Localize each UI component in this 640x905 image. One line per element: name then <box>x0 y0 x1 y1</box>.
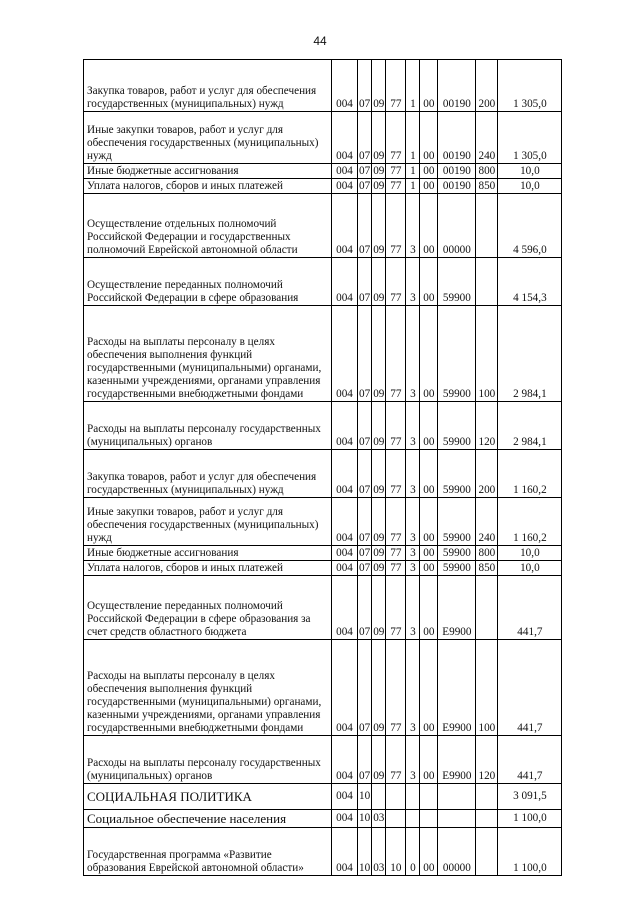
row-name: Иные бюджетные ассигнования <box>84 546 332 561</box>
section-code: 07 <box>359 165 371 177</box>
row-name: Иные закупки товаров, работ и услуг для обеспечения государственных (муниципальных) нужд <box>84 498 332 546</box>
table-row <box>84 640 562 736</box>
ministry-code: 004 <box>332 194 358 258</box>
row-name: Расходы на выплаты персоналу в целях обеспечения выполнения функций государственными (муниципальными) органами, казенными учреждениями, органами управления государственными внебюджетными фондами <box>84 640 332 736</box>
row-name: Осуществление переданных полномочий Российской Федерации в сфере образования <box>84 258 332 306</box>
table-row <box>84 164 562 179</box>
ministry-code: 004 <box>332 828 358 876</box>
table-row <box>84 450 562 498</box>
target-code: 00190 <box>438 179 476 194</box>
direction-code: 00 <box>420 576 438 640</box>
table-row <box>84 498 562 546</box>
subsection-code: 09 <box>372 640 386 736</box>
subprogram-code: 1 <box>406 164 420 179</box>
subprogram-code: 3 <box>406 546 420 561</box>
row-name: Социальное обеспечение населения <box>84 810 332 828</box>
expense-type-code: 850 <box>476 179 498 194</box>
table-row <box>84 736 562 784</box>
expense-type-code: 100 <box>476 640 498 736</box>
amount: 1 305,0 <box>498 112 562 164</box>
table-row <box>84 258 562 306</box>
program-code: 77 <box>386 179 406 194</box>
direction-code: 00 <box>420 828 438 876</box>
target-code: 00000 <box>438 828 476 876</box>
row-name: Расходы на выплаты персоналу в целях обеспечения выполнения функций государственными (муниципальными) органами, казенными учреждениями, органами управления государственными внебюджетными фондами <box>84 306 332 402</box>
target-code: 00000 <box>438 194 476 258</box>
section-code: 07 <box>358 450 372 498</box>
expense-type-code <box>476 194 498 258</box>
expense-type-code: 120 <box>476 402 498 450</box>
subsection-code: 09 <box>372 306 386 402</box>
target-code: E9900 <box>438 736 476 784</box>
row-name: Иные закупки товаров, работ и услуг для обеспечения государственных (муниципальных) нужд <box>84 112 332 164</box>
direction-code: 00 <box>420 258 438 306</box>
program-code: 77 <box>386 60 406 112</box>
direction-code: 00 <box>420 306 438 402</box>
table-row <box>84 828 562 876</box>
direction-code: 00 <box>420 179 438 194</box>
program-code <box>386 784 406 810</box>
ministry-code: 004 <box>332 258 358 306</box>
row-name: Иные бюджетные ассигнования <box>84 164 332 179</box>
section-code: 10 <box>358 810 372 828</box>
subsection-code: 03 <box>372 828 386 876</box>
expense-type-code: 800 <box>476 164 498 179</box>
program-code: 77 <box>386 112 406 164</box>
target-code: 59900 <box>438 258 476 306</box>
section-code: 07 <box>359 180 371 192</box>
row-name: СОЦИАЛЬНАЯ ПОЛИТИКА <box>84 784 332 810</box>
target-code: 00190 <box>438 112 476 164</box>
ministry-code: 004 <box>332 576 358 640</box>
row-name: Расходы на выплаты персоналу государственных (муниципальных) органов <box>84 402 332 450</box>
section-code: 07 <box>359 562 371 574</box>
subsection-code: 09 <box>372 450 386 498</box>
direction-code: 00 <box>420 194 438 258</box>
expense-type-code <box>476 810 498 828</box>
section-code: 07 <box>359 547 371 559</box>
expense-type-code <box>476 828 498 876</box>
program-code: 77 <box>386 576 406 640</box>
program-code: 77 <box>386 640 406 736</box>
subsection-code <box>372 784 386 810</box>
subprogram-code <box>406 784 420 810</box>
row-name: Государственная программа «Развитие образования Еврейской автономной области» <box>84 828 332 876</box>
subsection-code: 09 <box>372 736 386 784</box>
ministry-code: 004 <box>332 112 358 164</box>
target-code: 59900 <box>438 561 476 576</box>
subprogram-code: 1 <box>406 112 420 164</box>
ministry-code: 004 <box>332 179 358 194</box>
amount: 10,0 <box>498 179 562 194</box>
table-row <box>84 810 562 828</box>
program-code: 77 <box>386 498 406 546</box>
direction-code <box>420 810 438 828</box>
expense-type-code: 850 <box>476 561 498 576</box>
subprogram-code: 3 <box>406 306 420 402</box>
amount: 4 596,0 <box>498 194 562 258</box>
subsection-code: 09 <box>373 180 385 192</box>
row-name: Уплата налогов, сборов и иных платежей <box>84 561 332 576</box>
ministry-code: 004 <box>332 736 358 784</box>
amount: 1 160,2 <box>498 498 562 546</box>
direction-code: 00 <box>420 561 438 576</box>
direction-code: 00 <box>420 402 438 450</box>
amount: 441,7 <box>498 576 562 640</box>
target-code <box>438 810 476 828</box>
program-code: 77 <box>386 306 406 402</box>
amount: 10,0 <box>498 546 562 561</box>
row-name: Закупка товаров, работ и услуг для обеспечения государственных (муниципальных) нужд <box>84 60 332 112</box>
page-number: 44 <box>313 34 327 48</box>
subsection-code: 09 <box>372 112 386 164</box>
target-code: 00190 <box>438 60 476 112</box>
program-code: 77 <box>386 450 406 498</box>
direction-code: 00 <box>420 450 438 498</box>
direction-code: 00 <box>420 60 438 112</box>
amount: 3 091,5 <box>498 784 562 810</box>
ministry-code: 004 <box>332 546 358 561</box>
ministry-code: 004 <box>332 561 358 576</box>
amount: 2 984,1 <box>498 306 562 402</box>
amount: 1 100,0 <box>498 828 562 876</box>
expense-type-code <box>476 576 498 640</box>
table-row <box>84 784 562 810</box>
subprogram-code: 3 <box>406 450 420 498</box>
section-code: 10 <box>358 784 372 810</box>
section-code: 10 <box>358 828 372 876</box>
expense-type-code: 800 <box>476 546 498 561</box>
ministry-code: 004 <box>332 450 358 498</box>
expense-type-code: 120 <box>476 736 498 784</box>
expense-type-code: 200 <box>476 60 498 112</box>
table-row <box>84 576 562 640</box>
direction-code: 00 <box>420 736 438 784</box>
expense-type-code <box>476 258 498 306</box>
subsection-code: 09 <box>372 258 386 306</box>
amount: 441,7 <box>498 736 562 784</box>
subsection-code: 09 <box>372 576 386 640</box>
table-row <box>84 60 562 112</box>
target-code: 59900 <box>438 450 476 498</box>
ministry-code: 004 <box>332 402 358 450</box>
table-row <box>84 546 562 561</box>
ministry-code: 004 <box>332 60 358 112</box>
amount: 10,0 <box>498 561 562 576</box>
subprogram-code: 3 <box>406 402 420 450</box>
section-code: 07 <box>358 576 372 640</box>
direction-code: 00 <box>420 164 438 179</box>
table-row <box>84 194 562 258</box>
subprogram-code: 3 <box>406 576 420 640</box>
row-name: Осуществление отдельных полномочий Российской Федерации и государственных полномочий Еврейской автономной области <box>84 194 332 258</box>
program-code: 77 <box>386 402 406 450</box>
table-row <box>84 561 562 576</box>
expense-type-code: 240 <box>476 498 498 546</box>
subprogram-code: 3 <box>406 258 420 306</box>
program-code <box>386 810 406 828</box>
table-row <box>84 112 562 164</box>
expense-type-code <box>476 784 498 810</box>
row-name: Уплата налогов, сборов и иных платежей <box>84 179 332 194</box>
ministry-code: 004 <box>332 810 358 828</box>
subsection-code: 09 <box>373 562 385 574</box>
program-code: 10 <box>386 828 406 876</box>
section-code: 07 <box>358 640 372 736</box>
table-row <box>84 306 562 402</box>
subsection-code: 09 <box>372 498 386 546</box>
target-code: 59900 <box>438 546 476 561</box>
program-code: 77 <box>386 736 406 784</box>
section-code: 07 <box>358 258 372 306</box>
row-name: Осуществление переданных полномочий Российской Федерации в сфере образования за счет средств областного бюджета <box>84 576 332 640</box>
subprogram-code: 1 <box>406 60 420 112</box>
ministry-code: 004 <box>332 640 358 736</box>
table-row <box>84 402 562 450</box>
program-code: 77 <box>386 561 406 576</box>
budget-table <box>83 59 562 876</box>
section-code: 07 <box>358 112 372 164</box>
direction-code: 00 <box>420 640 438 736</box>
ministry-code: 004 <box>332 306 358 402</box>
target-code <box>438 784 476 810</box>
subprogram-code: 3 <box>406 561 420 576</box>
subprogram-code: 3 <box>406 498 420 546</box>
direction-code: 00 <box>420 498 438 546</box>
target-code: 59900 <box>438 402 476 450</box>
amount: 10,0 <box>498 164 562 179</box>
amount: 1 100,0 <box>498 810 562 828</box>
amount: 1 305,0 <box>498 60 562 112</box>
target-code: 59900 <box>438 306 476 402</box>
subprogram-code: 3 <box>406 194 420 258</box>
target-code: 59900 <box>438 498 476 546</box>
table-row <box>84 179 562 194</box>
direction-code <box>420 784 438 810</box>
section-code: 07 <box>358 194 372 258</box>
expense-type-code: 240 <box>476 112 498 164</box>
subsection-code: 09 <box>373 547 385 559</box>
subsection-code: 03 <box>372 810 386 828</box>
program-code: 77 <box>386 546 406 561</box>
budget-table-body <box>84 60 562 876</box>
program-code: 77 <box>386 164 406 179</box>
amount: 4 154,3 <box>498 258 562 306</box>
ministry-code: 004 <box>332 784 358 810</box>
subsection-code: 09 <box>373 165 385 177</box>
ministry-code: 004 <box>332 498 358 546</box>
subsection-code: 09 <box>372 402 386 450</box>
target-code: E9900 <box>438 576 476 640</box>
subprogram-code: 0 <box>406 828 420 876</box>
amount: 1 160,2 <box>498 450 562 498</box>
section-code: 07 <box>358 498 372 546</box>
direction-code: 00 <box>420 112 438 164</box>
program-code: 77 <box>386 194 406 258</box>
subprogram-code: 3 <box>406 736 420 784</box>
program-code: 77 <box>386 258 406 306</box>
target-code: E9900 <box>438 640 476 736</box>
row-name: Расходы на выплаты персоналу государственных (муниципальных) органов <box>84 736 332 784</box>
section-code: 07 <box>358 402 372 450</box>
target-code: 00190 <box>438 164 476 179</box>
subsection-code: 09 <box>372 60 386 112</box>
subprogram-code: 1 <box>406 179 420 194</box>
expense-type-code: 100 <box>476 306 498 402</box>
section-code: 07 <box>358 60 372 112</box>
amount: 441,7 <box>498 640 562 736</box>
section-code: 07 <box>358 306 372 402</box>
subsection-code: 09 <box>372 194 386 258</box>
ministry-code: 004 <box>332 164 358 179</box>
expense-type-code: 200 <box>476 450 498 498</box>
direction-code: 00 <box>420 546 438 561</box>
section-code: 07 <box>358 736 372 784</box>
subprogram-code: 3 <box>406 640 420 736</box>
subprogram-code <box>406 810 420 828</box>
row-name: Закупка товаров, работ и услуг для обеспечения государственных (муниципальных) нужд <box>84 450 332 498</box>
amount: 2 984,1 <box>498 402 562 450</box>
